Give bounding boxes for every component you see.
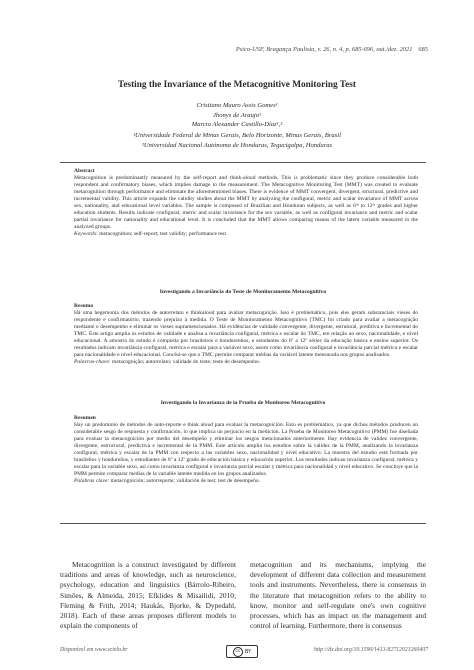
keywords-label: Keywords: — [74, 231, 98, 238]
running-header — [236, 46, 428, 53]
author-3: Marcio Alexander Castillo-Díaz¹,² — [191, 121, 283, 129]
cc-icon: cc — [233, 647, 243, 657]
page-footer — [60, 645, 428, 659]
abstract-es — [74, 415, 418, 485]
author-list — [0, 101, 474, 130]
abstract-body: Metacognition is predominantly measured by the self-report and think-aloud methods. This is problematic since they produce considerable both respondent and confirmatory biases, which implies damage to the measurement. The Metacognitive Monitoring Test (MMT) was created to evaluate metacognition through performance and eliminate the aforementioned biases. There is evidence of MMT convergent, divergent, structural, predictive and incremental validity. This article expands the validity studies about the MMT by analyzing the configural, metric and scalar invariance of MMT across sex, nationality, and educational level variables. The sample is composed of Brazilian and Honduran subjects, as well as 6ᵗʰ to 12ᵗʰ grades and higher education students. Results indicate configural, metric and scalar invariance for the sex variable, as well as configural invariance and metric and scalar partial invariance for nationality and educational level. It is concluded that the MMT allows comparing means of the latent variable measured in the analyzed groups. — [74, 175, 418, 231]
affiliation-2: ²Universidad Nacional Autónoma de Honduras, Tegucigalpa, Honduras — [141, 141, 333, 149]
creative-commons-license-icon — [226, 645, 258, 658]
palavras-chave-label: Palavras-chave: — [74, 359, 111, 366]
abstract-pt — [74, 303, 418, 366]
abstracts-box — [60, 162, 426, 524]
journal-citation: Psico-USF, Bragança Paulista, v. 26, n. 4, p. 685-696, out./dez. 2021 — [235, 46, 413, 53]
affiliation-list — [0, 131, 474, 150]
palabras-clave: metacognición; autorreporte; validación de test; test de desempeño. — [110, 478, 261, 485]
resumo-heading: Resumo — [74, 303, 94, 309]
keywords: metacognition; self-report; test validity; performance test. — [99, 231, 228, 238]
resumen-heading: Resumen — [74, 415, 96, 421]
doi-link[interactable]: http://dx.doi.org/10.1590/1413-82712021260407 — [314, 647, 428, 653]
article-title: Testing the Invariance of the Metacognitive Monitoring Test — [117, 80, 356, 90]
author-2: Jhonys de Araujo¹ — [212, 111, 261, 119]
abstract-heading: Abstract — [74, 168, 95, 174]
license-label: BY — [244, 648, 252, 655]
affiliation-1: ¹Universidade Federal de Minas Gerais, Belo Horizonte, Minas Gerais, Brasil — [133, 132, 341, 139]
author-1: Cristiano Mauro Assis Gomes¹ — [196, 102, 278, 109]
pt-title: Investigando a Invariância do Teste de Monitoramento Metacognitivo — [159, 289, 327, 295]
body-paragraph: metacognition and its mechanisms, implying the development of different data collection and measurement tools and instruments. Nevertheless, there is consensus in the literature that metacognition refers to the ability to know, monitor and self-regulate one's own cognitive processes, which has an impact on the management and control of learning. Furthermore, there is consensus — [250, 560, 426, 631]
resumo-body: Há uma hegemonia dos métodos de autorrelato e thinkaloud para avaliar metacognição. Isso é problemático, pois eles geram substanciais vieses do respondente e confirmatório, trazendo prejuízo à medida. O Teste de Monitoramento Metacognitivo (TMC) foi criado para avaliar a metacognição mediante o desempenho e eliminar os vieses supramencionados. Há evidências de validade convergente, divergente, estrutural, preditiva e incremental do TMC. Este artigo amplia os estudos de validade e analisa a invariância configural, métrica e escalar do TMC, em relação ao sexo, nacionalidade, e nível educacional. A amostra do estudo é composta por brasileiros e hondurenhos, e estudantes do 6º a 12º séries da educação básica e ensino superior. Os resultados indicam invariância configural, métrica e escalar para a variável sexo, assim como invariância configural e invariância parcial métrica e escalar para nacionalidade e nível educacional. Conclui-se que o TMC permite comparar médias da variável latente mensurada nos grupos analisados. — [74, 310, 418, 359]
body-column-right — [250, 560, 426, 631]
body-column-left — [60, 560, 236, 631]
es-title: Investigando la Invarianza de la Prueba de Monitoreo Metacognitivo — [160, 400, 326, 406]
palavras-chave: metacognição; autorrelato; validade do teste; teste de desempenho. — [112, 359, 261, 366]
resumen-body: Hay un predominio de métodos de auto-reporte e think aloud para evaluar la metacognición. Esto es problemático, ya que dichos métodos producen un considerable sesgo de respuesta y confirmación, lo que implica un perjuicio en la medición. La Prueba de Monitoreo Metacognitivo (PMM) fue diseñada para evaluar la metacognición por medio del desempeño y eliminar los sesgos mencionados anteriormente. Hay evidencia de validez convergente, divergente, estructural, predictiva e incremental de la PMM. Este artículo amplía los estudios sobre la validez de la PMM, analizando la invarianza configural, métrica y escalar de la PMM con respecto a las variables sexo, nacionalidad y nivel educativo. La muestra del estudio está formada por brasileños y hondureños, y estudiantes de 6º a 12º grado de educación básica y educación superior. Los resultados indican invarianza configural, métrica y escalar para la variable sexo, así como invarianza configural e invarianza parcial escalar y métrica para nacionalidad y nivel educativo. Se concluye que la PMM permite comparar medias de la variable latente medida en los grupos analizados. — [74, 422, 418, 478]
page-number: 685 — [418, 46, 428, 53]
availability-note: Disponível em www.scielo.br — [60, 647, 128, 653]
body-paragraph: Metacognition is a construct investigated by different traditions and areas of knowledge, such as neuroscience, psychology, education and linguistics (Bárrolo-Ribeiro, Simões, & Almeida, 2015; Efklides & Misailidi, 2010; Fleming & Frith, 2014; Haukås, Bjorke, & Dypedahl, 2018). Each of these areas proposes different models to explain the components of — [60, 560, 236, 631]
palabras-clave-label: Palabras clave: — [74, 478, 110, 485]
abstract-en — [74, 168, 418, 238]
